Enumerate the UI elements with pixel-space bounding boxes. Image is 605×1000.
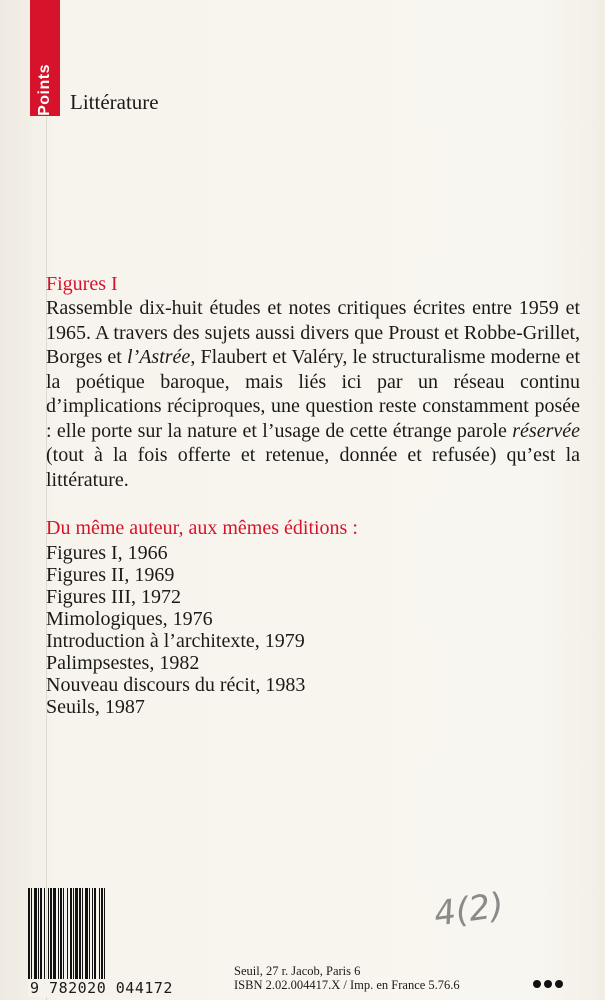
isbn-line: ISBN 2.02.004417.X / Imp. en France 5.76.6 xyxy=(234,978,460,992)
bibliography-item: Figures I, 1966 xyxy=(46,542,168,564)
publisher-address: Seuil, 27 r. Jacob, Paris 6 xyxy=(234,964,361,978)
handwritten-note: 4(2) xyxy=(431,885,507,935)
bibliography-list xyxy=(46,542,580,718)
barcode-digits: 9 782020 044172 xyxy=(30,979,173,997)
bibliography-item: Palimpsestes, 1982 xyxy=(46,652,200,674)
bibliography-item: Figures II, 1969 xyxy=(46,564,175,586)
dot-icon xyxy=(555,980,563,988)
collection-name: Littérature xyxy=(70,90,159,114)
bibliography-item: Figures III, 1972 xyxy=(46,586,181,608)
blurb-segment-italic: l’Astrée xyxy=(127,346,191,368)
barcode-bar xyxy=(105,888,108,980)
blurb-segment: (tout à la fois offerte et retenue, donnée et refusée) qu’est la littérature. xyxy=(46,444,580,491)
three-dots-mark xyxy=(533,980,563,988)
points-series-tab xyxy=(30,0,60,116)
dot-icon xyxy=(533,980,541,988)
dot-icon xyxy=(544,980,552,988)
series-tab-label: Points xyxy=(36,64,53,116)
publisher-info xyxy=(234,964,460,992)
bibliography-heading: Du même auteur, aux mêmes éditions : xyxy=(46,517,358,539)
barcode-bars xyxy=(28,888,214,980)
blurb-segment-italic: réservée xyxy=(512,419,580,442)
barcode xyxy=(28,888,214,998)
blurb xyxy=(46,296,580,492)
bibliography-item: Nouveau discours du récit, 1983 xyxy=(46,674,306,696)
bibliography-item: Mimologiques, 1976 xyxy=(46,608,213,630)
book-title: Figures I xyxy=(46,273,118,295)
bibliography-item: Seuils, 1987 xyxy=(46,696,145,718)
blurb-segment: , Flaubert et Valéry, le structuralisme moderne et la poétique baroque, mais liés ici par un réseau continu d’implications réciproques, une question reste constamment posée : elle porte sur la nature et l’usage de cette étrange parole xyxy=(46,346,580,442)
blurb-segment: Rassemble dix-huit études et notes critiques écrites entre 1959 et 1965. A travers des sujets aussi divers que Proust et Robbe-Grillet, Borges et xyxy=(46,297,580,368)
bibliography-item: Introduction à l’architexte, 1979 xyxy=(46,630,305,652)
content-block xyxy=(46,272,580,718)
